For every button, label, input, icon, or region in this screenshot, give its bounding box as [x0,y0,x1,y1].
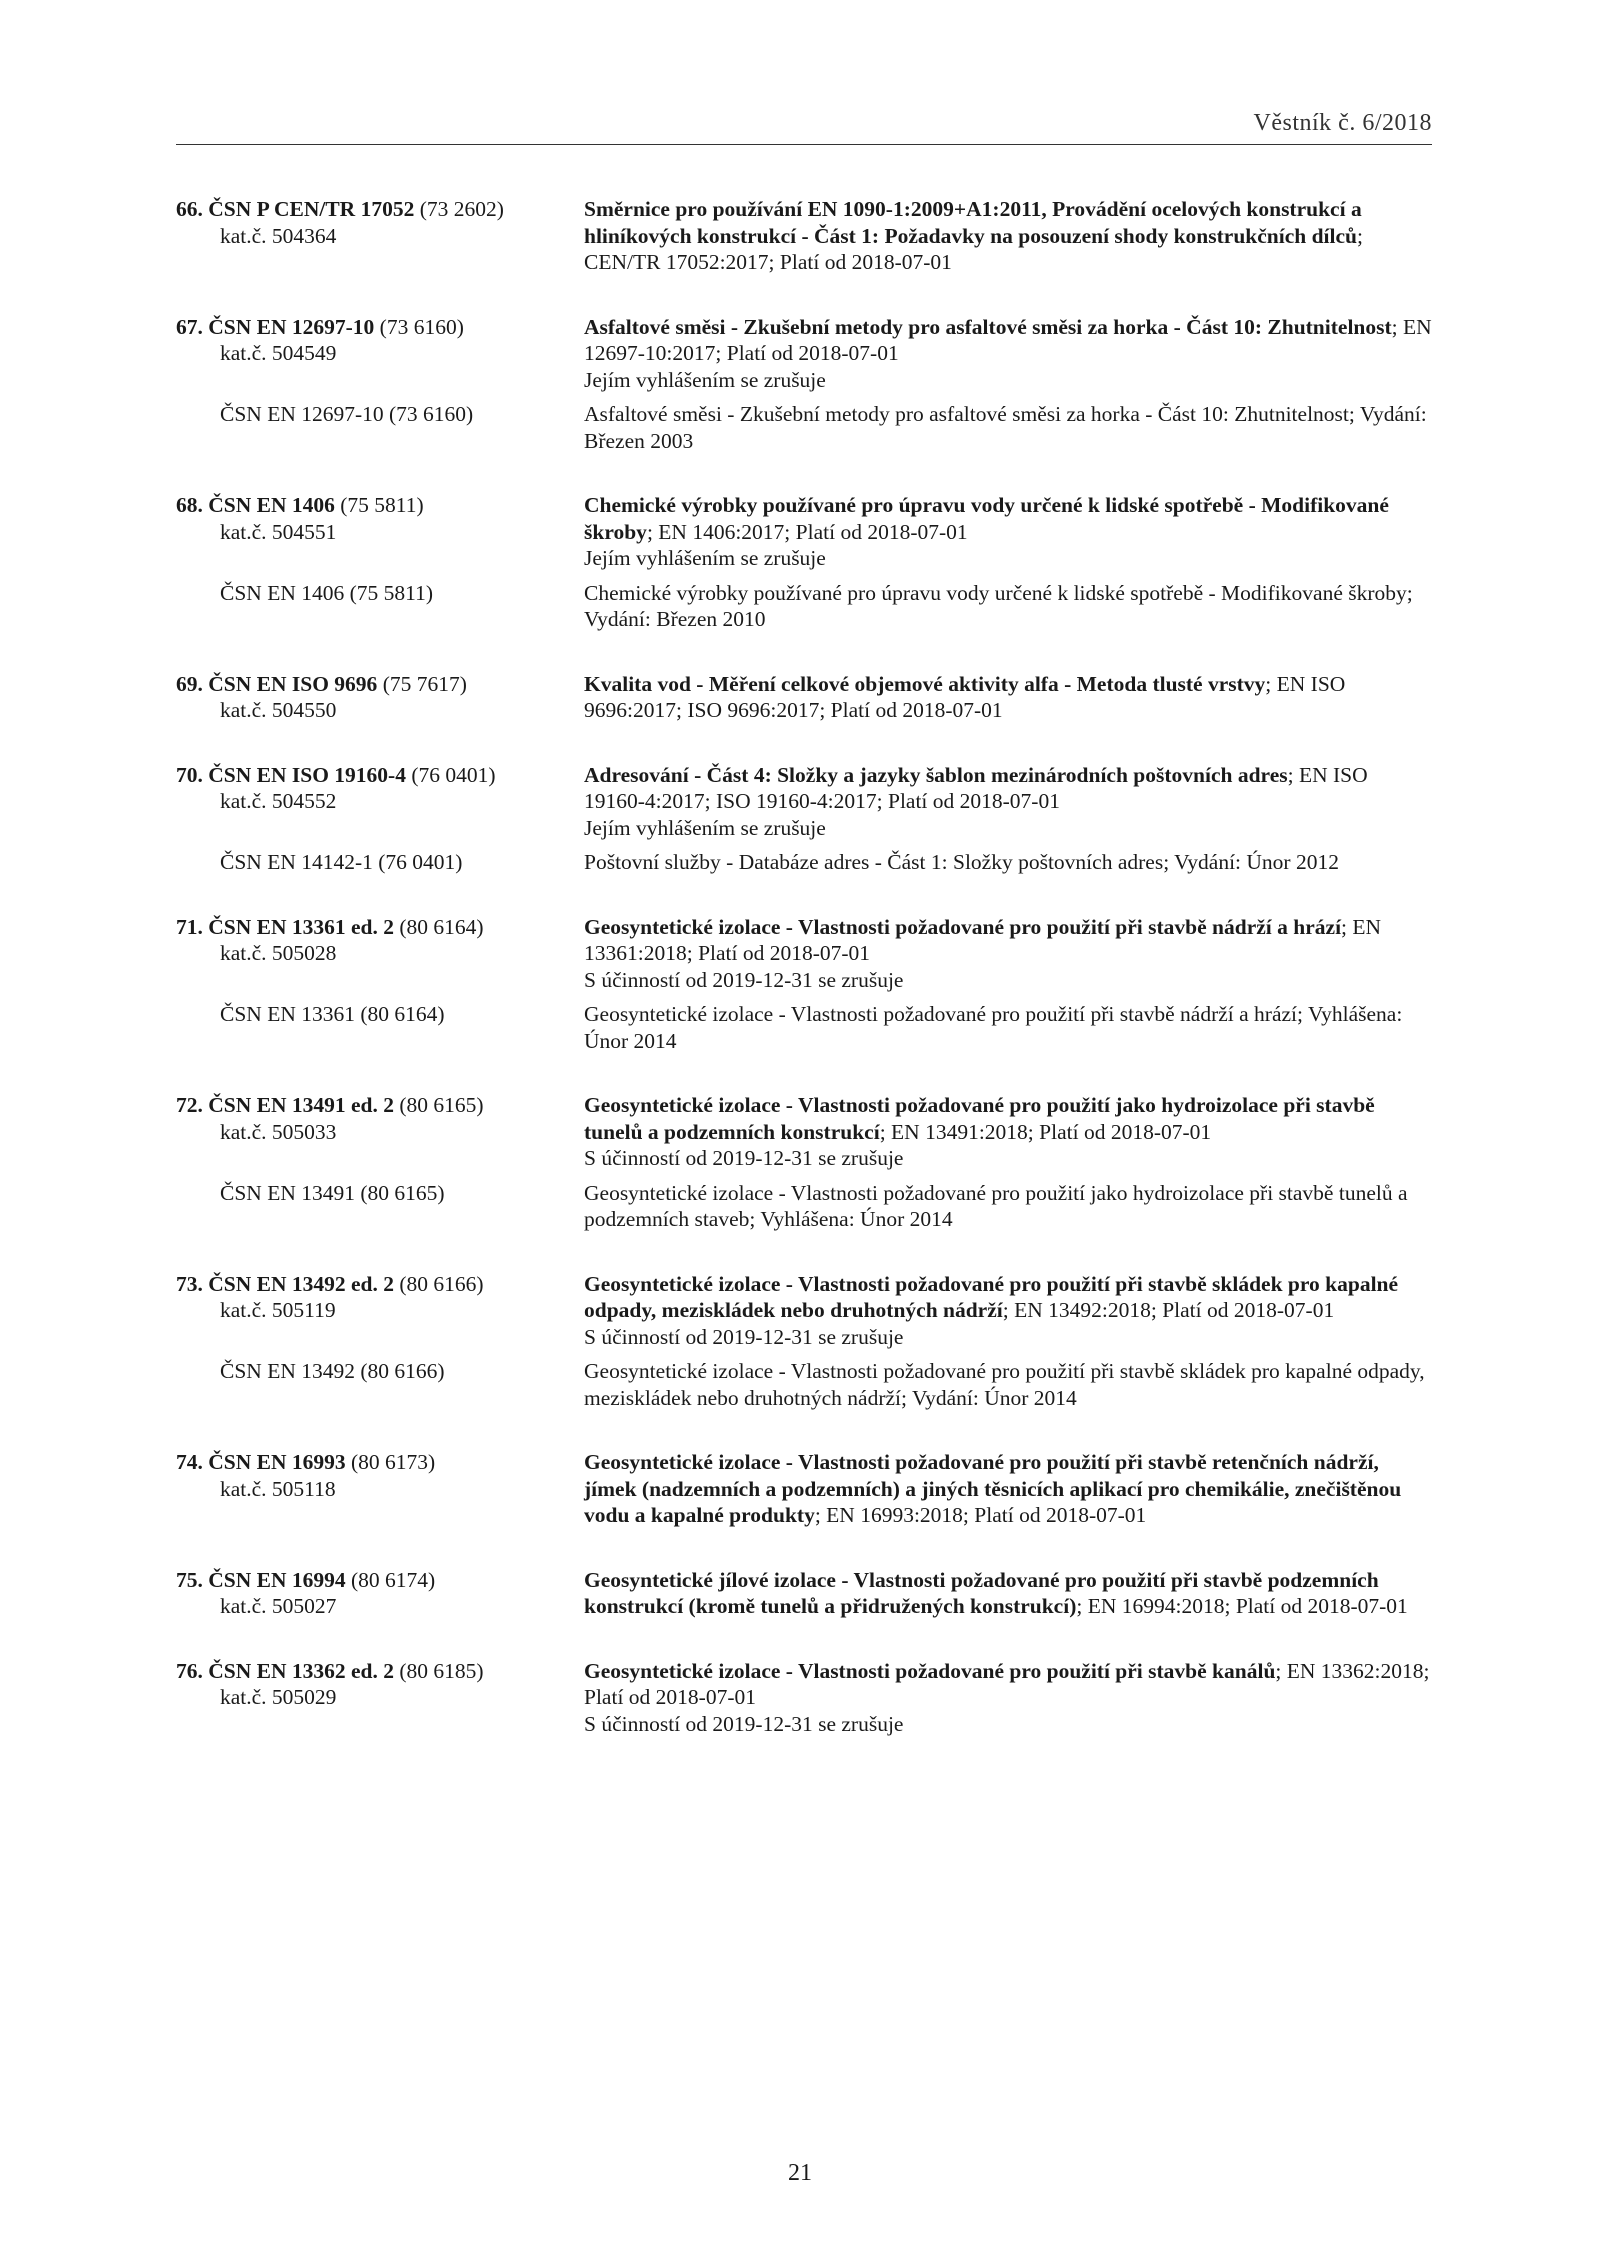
standard-code [176,1271,584,1298]
standard-details: ; EN 13492:2018; Platí od 2018-07-01 [1002,1298,1335,1322]
entry-main-row [176,314,1432,394]
classification-code: (75 5811) [334,493,424,517]
superseded-code-cell [176,401,584,454]
catalog-number: kat.č. 505118 [220,1476,336,1501]
standard-details: ; EN 16993:2018; Platí od 2018-07-01 [814,1503,1147,1527]
entry-description [584,1567,1432,1620]
entry-number: 66. [176,197,203,221]
superseded-standard-row [176,1180,1432,1233]
entry-description [584,492,1432,572]
superseded-standard-row [176,1001,1432,1054]
standard-designation: ČSN EN 13362 ed. 2 [208,1658,395,1683]
entry-codes [176,314,584,394]
entry-note: S účinností od 2019-12-31 se zrušuje [584,1711,904,1736]
entry-note: Jejím vyhlášením se zrušuje [584,815,826,840]
entry-description [584,914,1432,994]
entry-number: 74. [176,1450,203,1474]
superseded-code: ČSN EN 14142-1 (76 0401) [220,850,463,874]
entry-main-row [176,671,1432,724]
classification-code: (76 0401) [405,762,496,787]
entry-notes [584,815,1432,842]
entry-description [584,1658,1432,1738]
standard-designation: ČSN EN ISO 19160-4 [208,762,406,787]
standard-title: Geosyntetické izolace - Vlastnosti požadované pro použití při stavbě nádrží a hrází [584,914,1342,939]
standard-designation: ČSN EN ISO 9696 [208,671,378,696]
entry-codes [176,492,584,572]
entry-number: 68. [176,493,203,517]
standard-designation: ČSN EN 13492 ed. 2 [208,1271,395,1296]
standard-title: Geosyntetické izolace - Vlastnosti požadované pro použití při stavbě kanálů [584,1658,1276,1683]
standard-details: ; CEN/TR 17052:2017; Platí od 2018-07-01 [584,223,1363,274]
entry-number: 73. [176,1271,203,1296]
standard-title: Kvalita vod - Měření celkové objemové aktivity alfa - Metoda tlusté vrstvy [584,671,1266,696]
superseded-description: Poštovní služby - Databáze adres - Část 1: Složky poštovních adres; Vydání: Únor 2012 [584,850,1339,874]
standard-entry [176,196,1432,276]
entry-main-row [176,1271,1432,1351]
entry-number: 72. [176,1093,203,1117]
standard-details: ; EN 13362:2018; Platí od 2018-07-01 [584,1658,1430,1709]
entry-description [584,1092,1432,1172]
superseded-description: Chemické výrobky používané pro úpravu vody určené k lidské spotřebě - Modifikované škroby; Vydání: Březen 2010 [584,580,1413,631]
classification-code: (75 7617) [377,671,467,696]
entry-notes [584,1145,1432,1172]
superseded-code-cell [176,1180,584,1233]
entry-description [584,762,1432,842]
standard-entry [176,914,1432,1055]
catalog-number: kat.č. 504550 [220,698,337,722]
catalog-number: kat.č. 505027 [220,1594,337,1618]
standard-entry [176,1092,1432,1233]
standard-designation: ČSN EN 12697-10 [208,314,375,339]
entry-codes [176,671,584,724]
entry-main-row [176,1449,1432,1529]
classification-code: (80 6174) [345,1567,436,1592]
standard-code [176,1449,584,1476]
catalog-number: kat.č. 504552 [220,789,337,813]
standard-code [176,1658,584,1685]
standard-details: ; EN 12697-10:2017; Platí od 2018-07-01 [584,314,1432,365]
classification-code: (80 6173) [345,1450,436,1474]
page-number: 21 [788,2160,812,2186]
entry-notes [584,367,1432,394]
standard-details: ; EN 16994:2018; Platí od 2018-07-01 [1076,1594,1408,1618]
entry-note: Jejím vyhlášením se zrušuje [584,367,826,392]
standard-details: ; EN ISO 19160-4:2017; ISO 19160-4:2017; Platí od 2018-07-01 [584,762,1368,813]
entry-number: 71. [176,914,203,939]
superseded-code-cell [176,580,584,633]
standard-entry [176,492,1432,633]
standard-code [176,1567,584,1594]
entry-codes [176,762,584,842]
standard-entry [176,1449,1432,1529]
entry-notes [584,967,1432,994]
entry-main-row [176,762,1432,842]
catalog-number: kat.č. 505028 [220,941,337,965]
standard-title: Geosyntetické izolace - Vlastnosti požadované pro použití jako hydroizolace při stavbě tunelů a podzemních konstrukcí [584,1093,1375,1144]
standard-title: Geosyntetické jílové izolace - Vlastnosti požadované pro použití při stavbě podzemních konstrukcí (kromě tunelů a přidružených konstrukcí) [584,1567,1379,1618]
entry-codes [176,1658,584,1738]
entry-note: S účinností od 2019-12-31 se zrušuje [584,1324,904,1349]
standard-title: Adresování - Část 4: Složky a jazyky šablon mezinárodních poštovních adres [584,762,1288,787]
superseded-standard-row [176,849,1432,876]
entry-description [584,196,1432,276]
standard-entry [176,1567,1432,1620]
catalog-number: kat.č. 504364 [220,223,337,248]
superseded-code: ČSN EN 1406 (75 5811) [220,580,434,605]
standard-designation: ČSN P CEN/TR 17052 [208,197,415,221]
entry-description [584,671,1432,724]
classification-code: (80 6165) [394,1093,484,1117]
catalog-number: kat.č. 505033 [220,1119,337,1144]
entry-main-row [176,1658,1432,1738]
catalog-number: kat.č. 505029 [220,1685,337,1709]
standard-designation: ČSN EN 1406 [208,493,335,517]
entry-main-row [176,1092,1432,1172]
entry-main-row [176,196,1432,276]
entry-description [584,1449,1432,1529]
entry-note: Jejím vyhlášením se zrušuje [584,546,826,570]
standard-entry [176,314,1432,455]
catalog-number: kat.č. 504549 [220,341,337,365]
standard-designation: ČSN EN 16994 [208,1567,346,1592]
catalog-number: kat.č. 504551 [220,519,337,544]
superseded-code-cell [176,849,584,876]
standard-title: Geosyntetické izolace - Vlastnosti požadované pro použití při stavbě retenčních nádrží, jímek (nadzemních a podzemních) a jiných těsnicích aplikací pro chemikálie, znečištěnou vodu a kapalné produkty [584,1450,1402,1527]
superseded-code: ČSN EN 13491 (80 6165) [220,1180,445,1205]
standard-entry [176,762,1432,876]
entry-codes [176,1449,584,1529]
classification-code: (80 6185) [394,1658,484,1683]
standard-code [176,762,584,789]
superseded-description: Geosyntetické izolace - Vlastnosti požadované pro použití při stavbě skládek pro kapalné odpady, meziskládek nebo druhotných nádrží; Vydání: Únor 2014 [584,1359,1425,1410]
superseded-standard-row [176,401,1432,454]
classification-code: (73 6160) [374,314,464,339]
entry-notes [584,1324,1432,1351]
superseded-standard-row [176,580,1432,633]
standard-code [176,671,584,698]
catalog-number: kat.č. 505119 [220,1298,336,1322]
superseded-code: ČSN EN 12697-10 (73 6160) [220,402,474,426]
bulletin-title: Věstník č. 6/2018 [1253,110,1432,136]
standard-designation: ČSN EN 16993 [208,1450,346,1474]
entry-number: 70. [176,762,203,787]
standard-code [176,196,584,223]
superseded-description: Geosyntetické izolace - Vlastnosti požadované pro použití jako hydroizolace při stavbě tunelů a podzemních staveb; Vyhlášena: Únor 2014 [584,1180,1408,1231]
standard-title: Chemické výrobky používané pro úpravu vody určené k lidské spotřebě - Modifikované škroby [584,493,1389,544]
standard-designation: ČSN EN 13491 ed. 2 [208,1093,395,1117]
standard-details: ; EN ISO 9696:2017; ISO 9696:2017; Platí od 2018-07-01 [584,671,1346,722]
standard-code [176,1092,584,1119]
standards-list [176,196,1432,1775]
entry-number: 69. [176,671,203,696]
superseded-code-cell [176,1001,584,1054]
entry-number: 67. [176,314,203,339]
superseded-code: ČSN EN 13361 (80 6164) [220,1002,445,1026]
classification-code: (80 6166) [394,1271,484,1296]
entry-codes [176,1271,584,1351]
entry-number: 75. [176,1567,203,1592]
entry-notes [584,545,1432,572]
entry-codes [176,1567,584,1620]
entry-description [584,314,1432,394]
superseded-description: Geosyntetické izolace - Vlastnosti požadované pro použití při stavbě nádrží a hrází; Vyhlášena: Únor 2014 [584,1002,1403,1053]
standard-code [176,314,584,341]
standard-code [176,914,584,941]
entry-main-row [176,1567,1432,1620]
entry-notes [584,1711,1432,1738]
entry-codes [176,1092,584,1172]
superseded-code-cell [176,1358,584,1411]
standard-details: ; EN 13491:2018; Platí od 2018-07-01 [879,1119,1212,1144]
standard-title: Asfaltové směsi - Zkušební metody pro asfaltové směsi za horka - Část 10: Zhutnitelnost [584,314,1392,339]
entry-codes [176,914,584,994]
standard-entry [176,1271,1432,1412]
page-header [176,108,1432,145]
superseded-standard-row [176,1358,1432,1411]
standard-details: ; EN 1406:2017; Platí od 2018-07-01 [646,519,968,544]
superseded-code: ČSN EN 13492 (80 6166) [220,1359,445,1383]
entry-note: S účinností od 2019-12-31 se zrušuje [584,1146,904,1170]
standard-code [176,492,584,519]
standard-designation: ČSN EN 13361 ed. 2 [208,914,395,939]
standard-entry [176,671,1432,724]
classification-code: (80 6164) [394,914,484,939]
standard-entry [176,1658,1432,1738]
standard-title: Geosyntetické izolace - Vlastnosti požadované pro použití při stavbě skládek pro kapalné odpady, meziskládek nebo druhotných nádrží [584,1271,1399,1322]
entry-codes [176,196,584,276]
superseded-description: Asfaltové směsi - Zkušební metody pro asfaltové směsi za horka - Část 10: Zhutnitelnost; Vydání: Březen 2003 [584,402,1427,453]
classification-code: (73 2602) [414,197,504,221]
entry-number: 76. [176,1658,203,1683]
standard-title: Směrnice pro používání EN 1090-1:2009+A1:2011, Provádění ocelových konstrukcí a hliníkových konstrukcí - Část 1: Požadavky na posouzení shody konstrukčních dílců [584,197,1362,248]
entry-main-row [176,914,1432,994]
standard-details: ; EN 13361:2018; Platí od 2018-07-01 [584,914,1382,965]
entry-note: S účinností od 2019-12-31 se zrušuje [584,967,904,992]
entry-main-row [176,492,1432,572]
entry-description [584,1271,1432,1351]
